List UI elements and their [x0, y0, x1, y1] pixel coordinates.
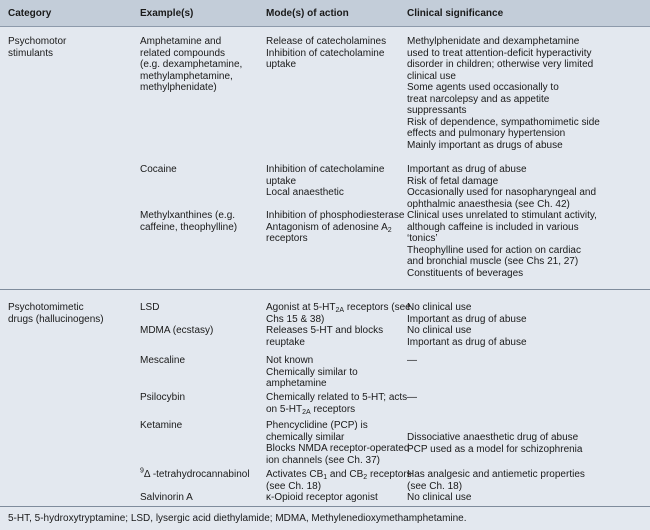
- mode-lsd: Agonist at $5-HT_{2A}$ receptors (see Chs 15 & 38): [266, 302, 411, 325]
- example-psilocybin: Psilocybin: [140, 392, 186, 403]
- example-mescaline: Mescaline: [140, 355, 186, 366]
- category-psychotomimetic: Psychotomimetic drugs (hallucinogens): [8, 302, 104, 325]
- col-header-category: Category: [8, 8, 52, 19]
- clinical-amphetamine: Methylphenidate and dexamphetamine used to treat attention-deficit hyperactivity disorder in children; otherwise very limited clinical use Some agents used occasionally to treat narcolepsy and as appetite suppressants Risk of dependence, sympathomimetic side effects and pulmonary hypertension Mainly important as drugs of abuse: [407, 36, 600, 151]
- clinical-lsd: No clinical use Important as drug of abuse: [407, 302, 527, 325]
- clinical-methylxanthines: Clinical uses unrelated to stimulant activity, although caffeine is included in various ‘tonics’ Theophylline used for action on cardiac and bronchial muscle (see Chs 21, 27) Constituents of beverages: [407, 210, 597, 279]
- mode-mescaline: Not known Chemically similar to amphetamine: [266, 355, 358, 389]
- example-methylxanthines: Methylxanthines (e.g. caffeine, theophylline): [140, 210, 238, 233]
- table-header: [0, 0, 650, 27]
- clinical-psilocybin: —: [407, 392, 417, 403]
- mode-salvinorin: κ-Opioid receptor agonist: [266, 492, 378, 503]
- mode-ketamine: Phencyclidine (PCP) is chemically similar Blocks NMDA receptor-operated ion channels (see Ch. 37): [266, 420, 410, 466]
- clinical-ketamine: Dissociative anaesthetic drug of abuse PCP used as a model for schizophrenia: [407, 432, 583, 455]
- col-header-mode: Mode(s) of action: [266, 8, 349, 19]
- clinical-mdma: No clinical use Important as drug of abuse: [407, 325, 527, 348]
- clinical-salvinorin: No clinical use: [407, 492, 472, 503]
- mode-mdma: Releases 5-HT and blocks reuptake: [266, 325, 384, 348]
- example-amphetamine: Amphetamine and related compounds (e.g. dexamphetamine, methylamphetamine, methylphenidate): [140, 36, 243, 93]
- example-ketamine: Ketamine: [140, 420, 183, 431]
- example-cocaine: Cocaine: [140, 164, 177, 175]
- footnote: 5-HT, 5-hydroxytryptamine; LSD, lysergic acid diethylamide; MDMA, Methylenedioxymethamphetamine.: [8, 513, 467, 524]
- example-lsd: LSD: [140, 302, 160, 313]
- clinical-thc: Has analgesic and antiemetic properties (see Ch. 18): [407, 469, 585, 492]
- mode-cocaine: Inhibition of catecholamine uptake Local anaesthetic: [266, 164, 385, 198]
- example-salvinorin: Salvinorin A: [140, 492, 193, 503]
- col-header-clinical: Clinical significance: [407, 8, 504, 19]
- col-header-examples: Example(s): [140, 8, 194, 19]
- mode-psilocybin: Chemically related to 5-HT; acts on $5-HT_{2A}$ receptors: [266, 392, 408, 416]
- footer-divider: [0, 506, 650, 507]
- mode-methylxanthines: Inhibition of phosphodiesterase Antagonism of adenosine $A_2$ receptors: [266, 210, 405, 244]
- mode-amphetamine: Release of catecholamines Inhibition of catecholamine uptake: [266, 36, 387, 70]
- mode-thc: Activates $CB_1$ and $CB_2$ receptors (see Ch. 18): [266, 469, 412, 492]
- clinical-cocaine: Important as drug of abuse Risk of fetal damage Occasionally used for nasopharyngeal and ophthalmic anaesthesia (see Ch. 42): [407, 164, 597, 210]
- example-mdma: MDMA (ecstasy): [140, 325, 214, 336]
- clinical-mescaline: —: [407, 355, 417, 366]
- section-divider: [0, 289, 650, 290]
- category-stimulants: Psychomotor stimulants: [8, 36, 67, 59]
- example-thc: $^9$Δ -tetrahydrocannabinol: [140, 467, 250, 480]
